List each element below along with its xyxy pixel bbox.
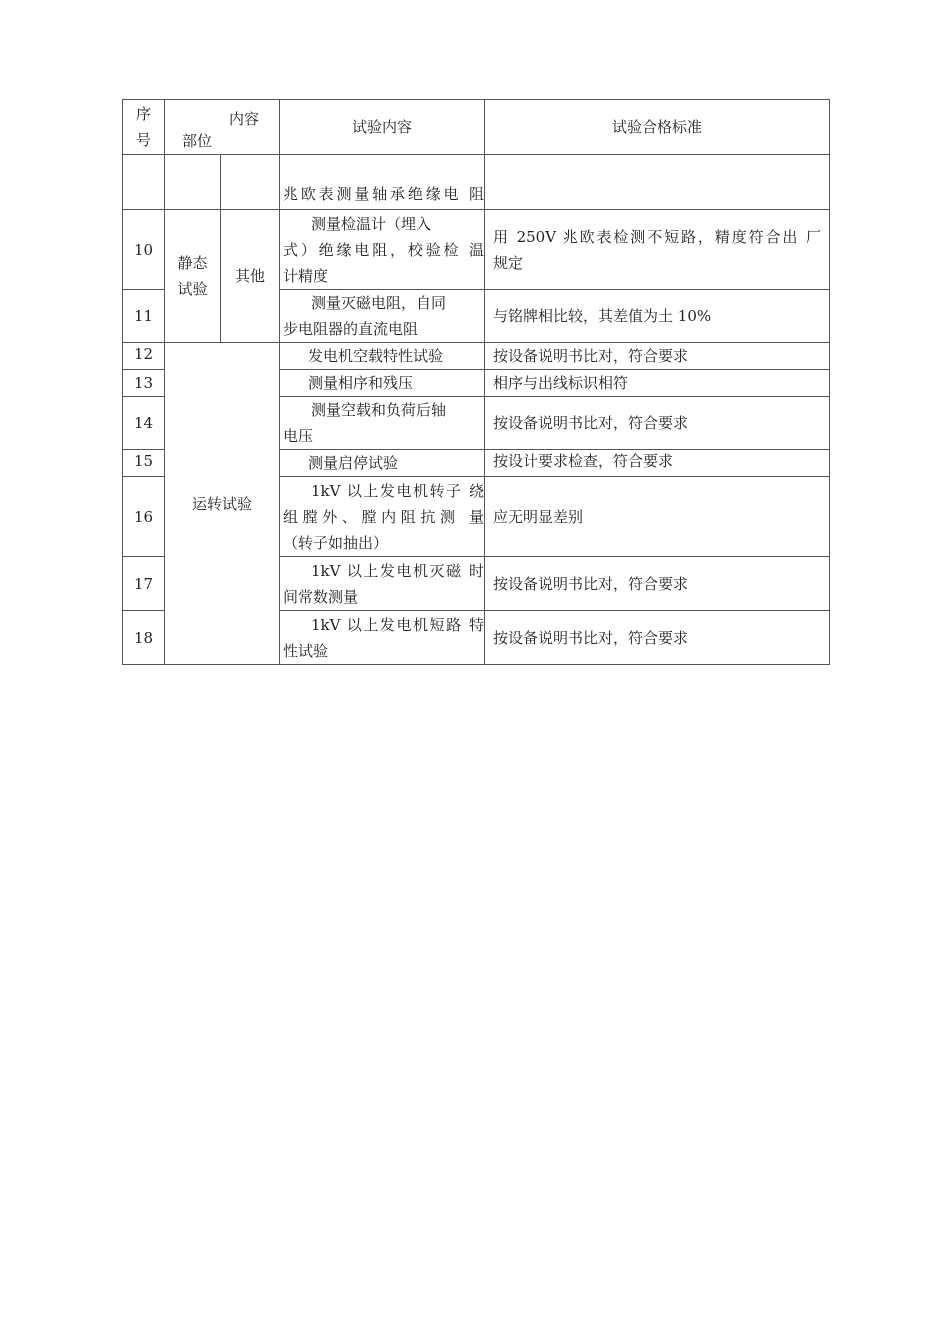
criteria-cell: 应无明显差别 [485, 477, 830, 557]
test-content-line: 步电阻器的直流电阻 [283, 320, 419, 338]
row-number: 11 [123, 290, 165, 343]
test-content-line: （转子如抽出） [283, 533, 389, 552]
criteria-cell [485, 210, 830, 290]
row-number: 13 [123, 370, 165, 397]
test-content-cell [280, 557, 485, 611]
table-row [123, 155, 830, 210]
header-test-content: 试验内容 [280, 100, 485, 155]
criteria-cell: 按设备说明书比对，符合要求 [485, 343, 830, 370]
test-content-cell: 发电机空载特性试验 [280, 343, 485, 370]
table-row [123, 343, 830, 370]
row-number: 15 [123, 450, 165, 477]
test-content-line: 间常数测量 [283, 587, 359, 606]
header-seq-line1: 序 [135, 105, 151, 123]
criteria-cell: 按设备说明书比对，符合要求 [485, 611, 830, 665]
row-number: 18 [123, 611, 165, 665]
header-location-label: 部位 [182, 132, 213, 150]
test-content-line: 测量空载和负荷后轴 [311, 401, 447, 419]
test-content-cell: 测量启停试验 [280, 450, 485, 477]
test-content-line: 测量灭磁电阻，自同 [311, 294, 447, 312]
row-number: 14 [123, 397, 165, 450]
static-test-line1: 静态 [177, 254, 208, 272]
sublocation-cell [221, 155, 280, 210]
static-test-line2: 试验 [177, 280, 208, 298]
test-content-line: 测量检温计（埋入 [311, 214, 432, 233]
test-content-cell: 测量相序和残压 [280, 370, 485, 397]
header-content-label: 内容 [228, 110, 259, 128]
test-content-line: 1kV 以上发电机转子 绕 [311, 481, 484, 500]
row-number: 12 [123, 343, 165, 370]
test-content-line: 1kV 以上发电机短路 特 [311, 615, 484, 634]
test-content-line: 性试验 [283, 641, 329, 660]
test-content-cell [280, 210, 485, 290]
test-content-line: 1kV 以上发电机灭磁 时 [311, 561, 484, 580]
row-number: 10 [123, 210, 165, 290]
row-number [123, 155, 165, 210]
test-content-line: 计精度 [283, 266, 329, 285]
running-test-group: 运转试验 [165, 343, 280, 665]
criteria-cell: 相序与出线标识相符 [485, 370, 830, 397]
header-seq [123, 100, 165, 155]
test-content-cell [280, 155, 485, 210]
criteria-cell [485, 155, 830, 210]
test-standards-table [122, 99, 830, 665]
static-test-group [165, 210, 221, 343]
test-content-line: 式）绝缘电阻，校验检 温 [283, 240, 484, 259]
criteria-cell: 按设计要求检查，符合要求 [485, 450, 830, 477]
test-content-line: 组膛外、膛内阻抗测 量 [283, 507, 484, 526]
criteria-cell: 与铭牌相比较，其差值为土 10% [485, 290, 830, 343]
test-content-cell [280, 397, 485, 450]
header-diagonal-cell [165, 100, 280, 155]
test-content-cell [280, 477, 485, 557]
header-row [123, 100, 830, 155]
header-criteria: 试验合格标准 [485, 100, 830, 155]
test-content-line: 兆欧表测量轴承绝缘电 阻 [283, 185, 484, 203]
test-content-line: 电压 [283, 427, 314, 445]
test-content-cell [280, 611, 485, 665]
other-group: 其他 [221, 210, 280, 343]
row-number: 17 [123, 557, 165, 611]
table-row [123, 210, 830, 290]
test-content-cell [280, 290, 485, 343]
location-cell [165, 155, 221, 210]
header-seq-line2: 号 [135, 131, 151, 149]
criteria-cell: 按设备说明书比对，符合要求 [485, 557, 830, 611]
criteria-line: 用 250V 兆欧表检测不短路，精度符合出 厂 [493, 227, 821, 246]
criteria-line: 规定 [493, 253, 524, 272]
criteria-cell: 按设备说明书比对，符合要求 [485, 397, 830, 450]
row-number: 16 [123, 477, 165, 557]
